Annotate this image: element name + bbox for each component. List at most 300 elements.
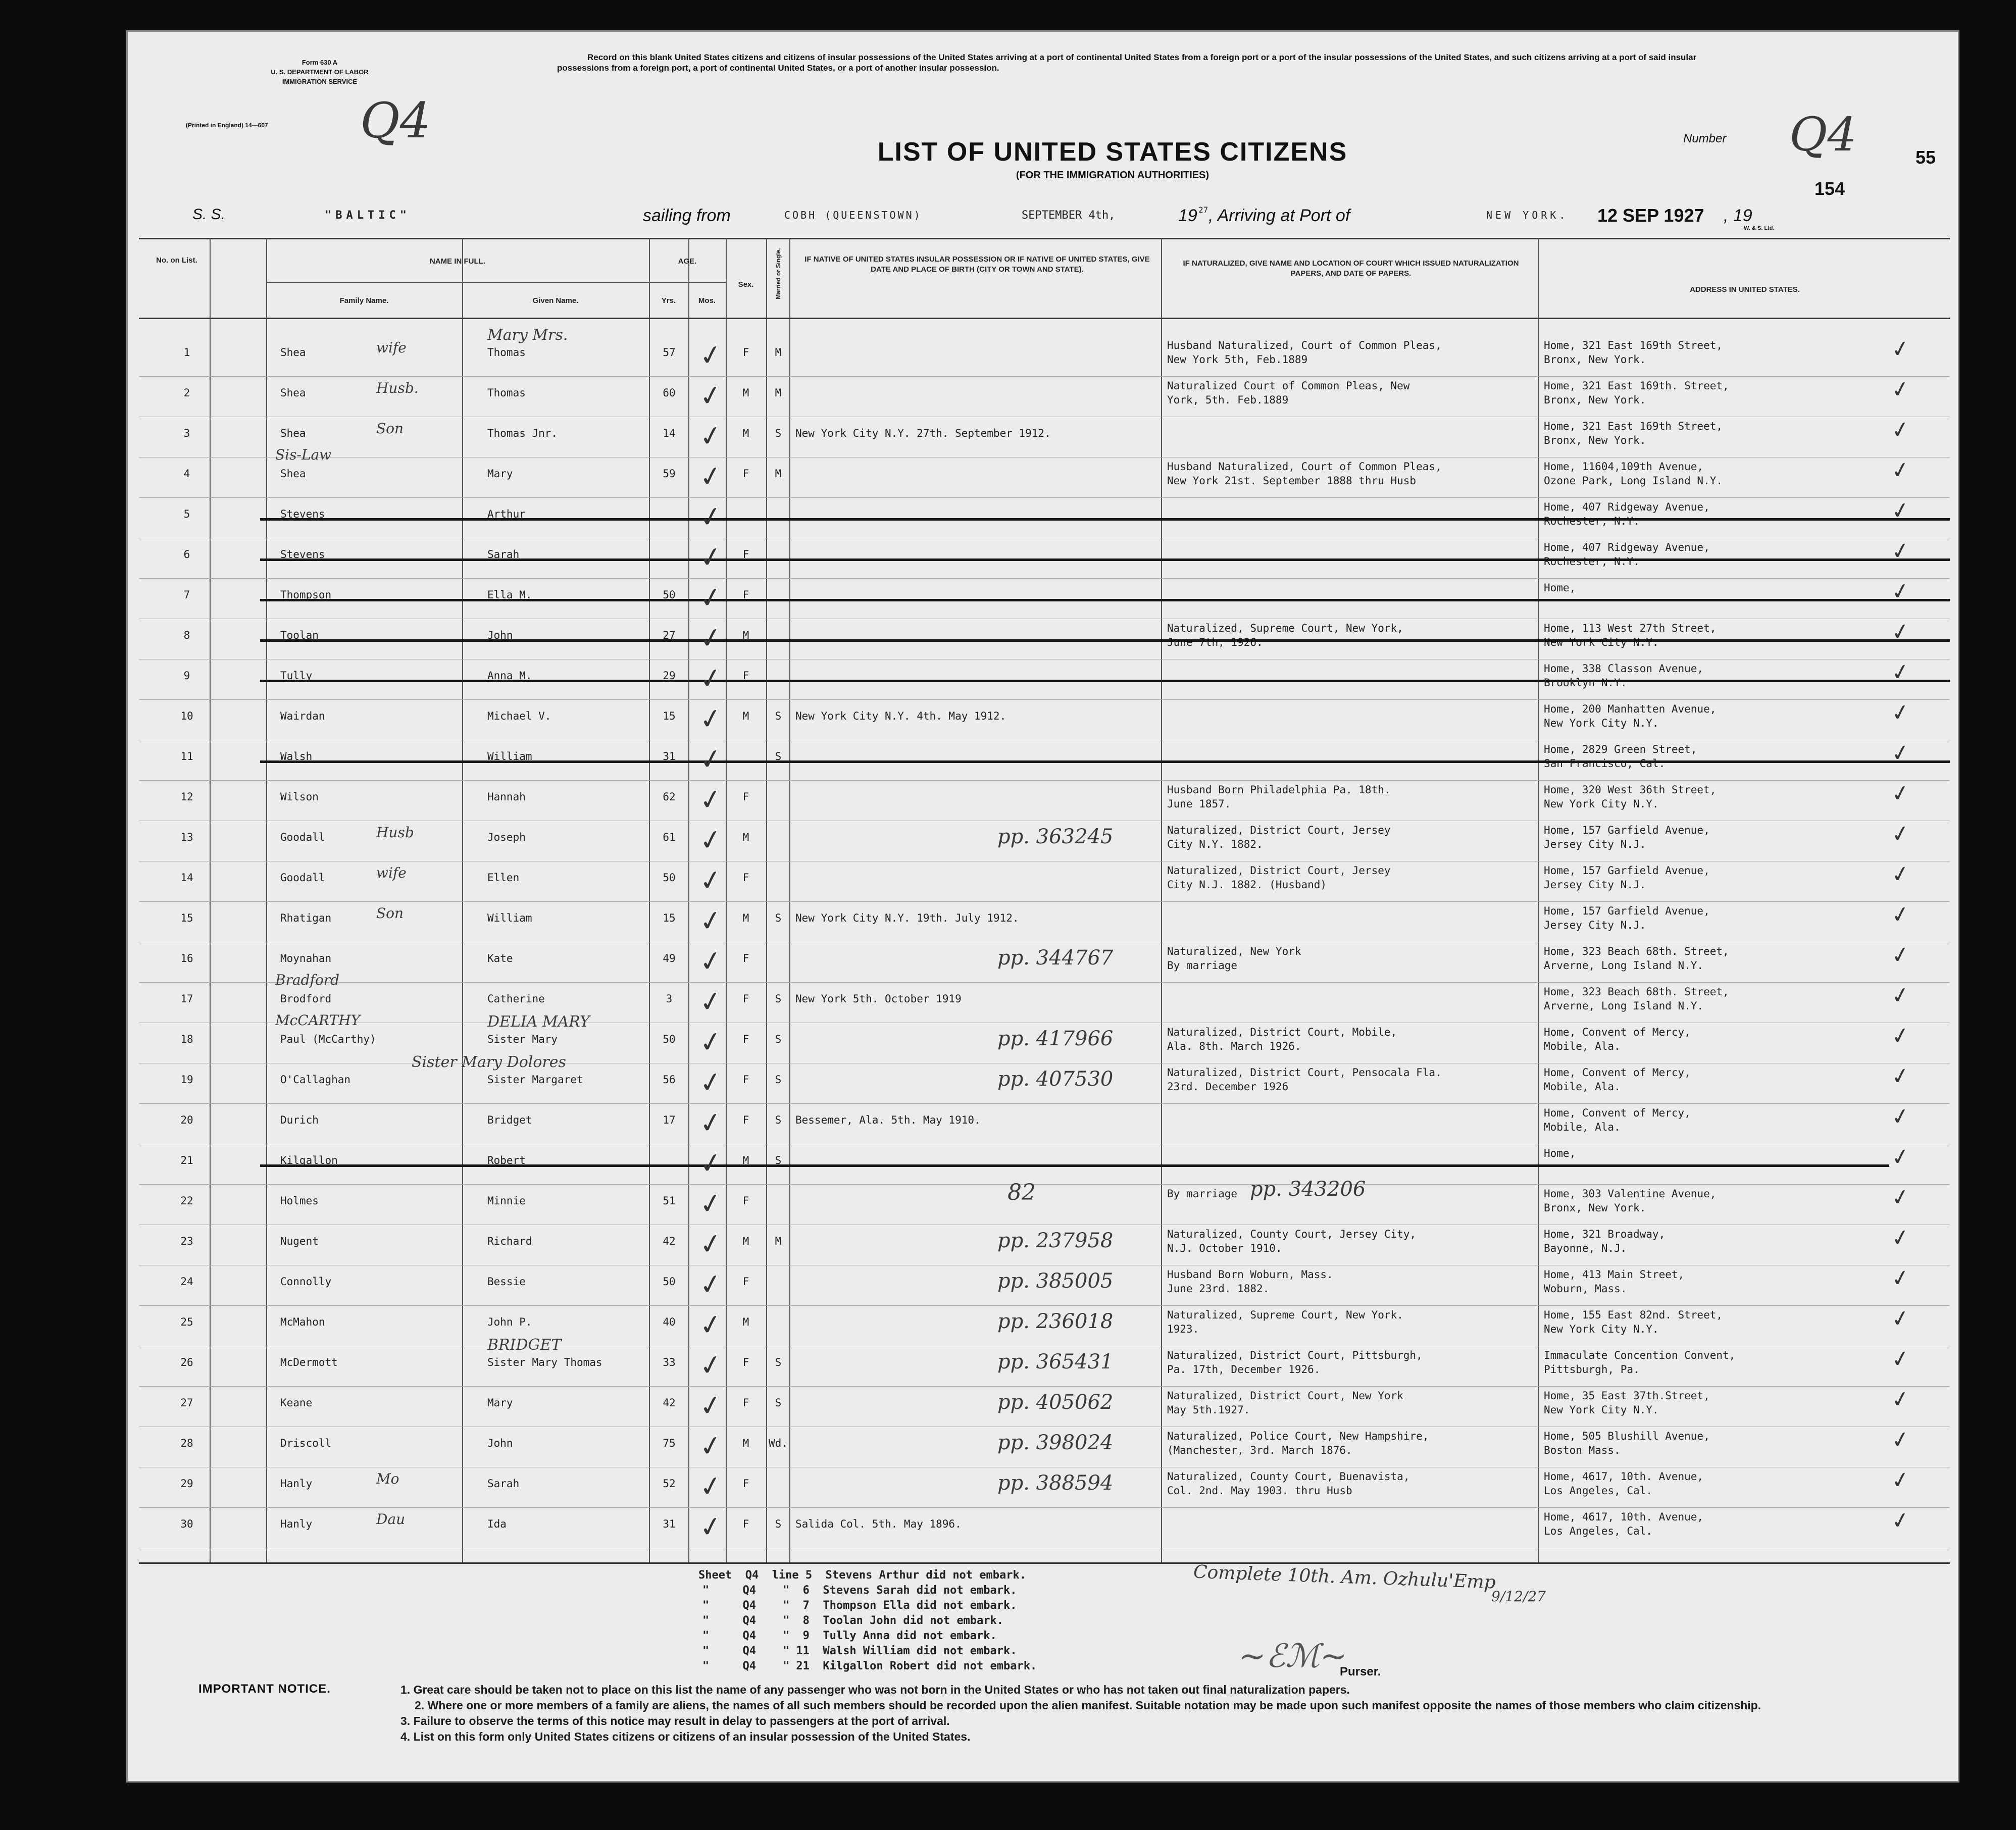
naturalization-line2: New York 5th, Feb.1889	[1167, 353, 1308, 366]
age-years: 61	[663, 831, 676, 843]
embark-note: " Q4 " 21 Kilgallon Robert did not embark.	[702, 1660, 1037, 1672]
table-row	[139, 1185, 1950, 1225]
sex: F	[742, 1276, 749, 1288]
given-name: Anna M.	[487, 670, 532, 682]
naturalization-line2: June 7th, 1926.	[1167, 636, 1263, 648]
family-name: Brodford	[280, 993, 332, 1005]
family-name: Paul (McCarthy)	[280, 1033, 376, 1045]
naturalization-line2: York, 5th. Feb.1889	[1167, 394, 1289, 406]
naturalization-line2: City N.J. 1882. (Husband)	[1167, 879, 1327, 891]
embark-note: " Q4 " 7 Thompson Ella did not embark.	[702, 1599, 1017, 1612]
checkmark-icon: ✓	[1889, 456, 1912, 485]
strike-through	[260, 760, 1950, 763]
given-name: Sister Margaret	[487, 1074, 583, 1086]
checkmark-icon: ✓	[1889, 1224, 1912, 1252]
checkmark-icon: ✓	[1889, 375, 1912, 404]
sex: M	[742, 1316, 749, 1328]
table-row	[139, 1144, 1950, 1185]
naturalization-line2: Ala. 8th. March 1926.	[1167, 1040, 1301, 1052]
address-line1: Home,	[1544, 1147, 1576, 1159]
table-row	[139, 972, 1950, 1023]
naturalization-line1: Naturalized, County Court, Jersey City,	[1167, 1228, 1417, 1240]
checkmark-icon: ✓	[1889, 537, 1912, 566]
checkmark-icon: ✓	[696, 499, 725, 535]
naturalization-line1: By marriage	[1167, 1188, 1238, 1200]
page-number: 154	[1815, 178, 1845, 199]
address-line2: Pittsburgh, Pa.	[1544, 1363, 1640, 1376]
passport-number: pp. 385005	[997, 1269, 1114, 1293]
embark-notes	[698, 1568, 1037, 1674]
col-birth: IF NATIVE OF UNITED STATES INSULAR POSSESSION OR IF NATIVE OF UNITED STATES, GIVE DATE AND PLACE OF BIRTH (CITY OR TOWN AND STATE).	[804, 255, 1150, 274]
naturalization-line2: By marriage	[1167, 959, 1238, 972]
checkmark-icon: ✓	[1889, 860, 1912, 889]
address-line1: Home, 338 Classon Avenue,	[1544, 663, 1704, 675]
age-years: 15	[663, 912, 676, 924]
col-sex: Sex.	[738, 280, 754, 289]
notice-item: 4. List on this form only United States citizens or citizens of an insular possession of the United States.	[400, 1730, 971, 1743]
address-line2: Rochester, N.Y.	[1544, 555, 1640, 568]
address-line2: Arverne, Long Island N.Y.	[1544, 1000, 1704, 1012]
relation-note: Sis-Law	[275, 446, 332, 463]
col-given-name: Given Name.	[532, 296, 579, 305]
relation-note: Husb.	[376, 380, 419, 396]
passport-number: pp. 405062	[997, 1391, 1114, 1414]
naturalization-line2: N.J. October 1910.	[1167, 1242, 1282, 1254]
family-name: Shea	[280, 346, 306, 359]
row-number: 16	[180, 952, 193, 964]
number-value: Q4	[1789, 108, 1857, 162]
checkmark-icon: ✓	[1889, 981, 1912, 1010]
marital-status: S	[775, 1154, 782, 1166]
marital-status: M	[775, 346, 782, 359]
table-row	[139, 1104, 1950, 1144]
given-name: Minnie	[487, 1195, 526, 1207]
address-line2: Bronx, New York.	[1544, 394, 1646, 406]
address-line2: Los Angeles, Cal.	[1544, 1485, 1652, 1497]
passport-number: pp. 417966	[997, 1027, 1114, 1050]
checkmark-icon: ✓	[696, 1105, 725, 1141]
age-years: 50	[663, 1033, 676, 1045]
table-row	[139, 579, 1950, 619]
checkmark-icon: ✓	[1889, 1143, 1912, 1172]
row-number: 2	[183, 387, 190, 399]
relation-note: Mo	[376, 1470, 399, 1487]
col-mos: Mos.	[698, 296, 716, 305]
passport-number: pp. 343206	[1250, 1178, 1366, 1201]
sex: M	[742, 1437, 749, 1449]
marital-status: S	[775, 1397, 782, 1409]
printer-mark: W. & S. Ltd.	[1744, 225, 1775, 231]
page-subtitle: (FOR THE IMMIGRATION AUTHORITIES)	[1016, 170, 1209, 181]
address-line2: Bronx, New York.	[1544, 434, 1646, 446]
row-number: 25	[180, 1316, 193, 1328]
age-years: 50	[663, 589, 676, 601]
checkmark-icon: ✓	[696, 418, 725, 454]
given-name: Ella M.	[487, 589, 532, 601]
year-value: 27	[1198, 205, 1208, 215]
naturalization-line2: Col. 2nd. May 1903. thru Husb	[1167, 1485, 1352, 1497]
family-name: Keane	[280, 1397, 313, 1409]
sex: F	[742, 1356, 749, 1368]
address-line1: Home, 200 Manhatten Avenue,	[1544, 703, 1717, 715]
row-number: 8	[183, 629, 190, 641]
row-number: 28	[180, 1437, 193, 1449]
given-name: Bessie	[487, 1276, 526, 1288]
row-number: 3	[183, 427, 190, 439]
marital-status: S	[775, 1518, 782, 1530]
table-row	[139, 326, 1950, 377]
given-name: Joseph	[487, 831, 526, 843]
arriving-label: , Arriving at Port of	[1208, 206, 1350, 225]
naturalization-line1: Naturalized, District Court, New York	[1167, 1390, 1403, 1402]
given-name: Robert	[487, 1154, 526, 1166]
passport-number: pp. 407530	[997, 1068, 1114, 1091]
address-line2: Jersey City N.J.	[1544, 919, 1646, 931]
col-married-single: Married or Single.	[774, 248, 782, 299]
age-years: 56	[663, 1074, 676, 1086]
address-line1: Home, 11604,109th Avenue,	[1544, 461, 1704, 473]
naturalization-line1: Naturalized, District Court, Pittsburgh,	[1167, 1349, 1423, 1361]
age-years: 17	[663, 1114, 676, 1126]
strike-through	[260, 599, 1950, 601]
checkmark-icon: ✓	[1889, 335, 1912, 364]
naturalization-line1: Naturalized, County Court, Buenavista,	[1167, 1470, 1410, 1483]
birth-info: Salida Col. 5th. May 1896.	[795, 1518, 962, 1530]
table-row	[139, 446, 1950, 498]
checkmark-icon: ✓	[1889, 739, 1912, 768]
sex: F	[742, 589, 749, 601]
row-number: 13	[180, 831, 193, 843]
family-name: Hanly	[280, 1478, 313, 1490]
family-name: Wilson	[280, 791, 319, 803]
page-title: LIST OF UNITED STATES CITIZENS	[877, 137, 1348, 167]
checkmark-icon: ✓	[696, 1388, 725, 1424]
passport-number: pp. 237958	[997, 1229, 1114, 1252]
address-line2: Arverne, Long Island N.Y.	[1544, 959, 1704, 972]
age-years: 62	[663, 791, 676, 803]
given-name-handwritten: BRIDGET	[487, 1336, 562, 1354]
given-name: John	[487, 1437, 513, 1449]
sex: M	[742, 710, 749, 722]
strike-through	[260, 1164, 1889, 1167]
row-number: 23	[180, 1235, 193, 1247]
checkmark-icon: ✓	[1889, 618, 1912, 646]
address-line1: Home, 320 West 36th Street,	[1544, 784, 1717, 796]
checkmark-icon: ✓	[1889, 820, 1912, 848]
naturalization-line1: Naturalized, New York	[1167, 945, 1301, 957]
address-line1: Home, 321 East 169th. Street,	[1544, 380, 1729, 392]
notice-item: 3. Failure to observe the terms of this notice may result in delay to passengers at the port of arrival.	[400, 1714, 950, 1727]
checkmark-icon: ✓	[696, 539, 725, 575]
passport-number: pp. 363245	[997, 825, 1114, 848]
naturalization-line1: Naturalized, Police Court, New Hampshire,	[1167, 1430, 1429, 1442]
checkmark-icon: ✓	[696, 984, 725, 1020]
margin-number: 82	[1007, 1180, 1036, 1205]
row-number: 5	[183, 508, 190, 520]
checkmark-icon: ✓	[696, 1347, 725, 1383]
address-line1: Home, 4617, 10th. Avenue,	[1544, 1511, 1704, 1523]
age-years: 31	[663, 1518, 676, 1530]
age-years: 29	[663, 670, 676, 682]
embark-note: " Q4 " 8 Toolan John did not embark.	[702, 1614, 1004, 1627]
family-name: Connolly	[280, 1276, 332, 1288]
arrival-port: NEW YORK.	[1486, 209, 1569, 221]
address-line1: Home, 505 Blushill Avenue,	[1544, 1430, 1710, 1442]
family-name: Nugent	[280, 1235, 319, 1247]
naturalization-line2: Pa. 17th, December 1926.	[1167, 1363, 1321, 1376]
table-row	[139, 659, 1950, 700]
binder-hole	[44, 1621, 62, 1638]
year-label: 19	[1178, 206, 1197, 225]
table-row	[139, 377, 1950, 417]
marital-status: Wd.	[769, 1437, 788, 1449]
purser-label: Purser.	[1340, 1665, 1381, 1679]
checkmark-icon: ✓	[696, 1064, 725, 1100]
notice-item: 2. Where one or more members of a family are aliens, the names of all such members should be recorded upon the alien manifest. Suitable notation may be made upon such manifest opposite the names of those members who claim citizenship.	[415, 1699, 1761, 1712]
checkmark-icon: ✓	[1889, 1385, 1912, 1414]
row-number: 29	[180, 1478, 193, 1490]
address-line1: Home, 113 West 27th Street,	[1544, 622, 1717, 634]
marital-status: S	[775, 710, 782, 722]
passport-number: pp. 388594	[997, 1471, 1114, 1495]
address-line2: New York City N.Y.	[1544, 1323, 1659, 1335]
row-number: 30	[180, 1518, 193, 1530]
given-name: Sarah	[487, 548, 520, 561]
birth-info: New York 5th. October 1919	[795, 993, 962, 1005]
number-label: Number	[1683, 132, 1727, 145]
marital-status: S	[775, 1114, 782, 1126]
checkmark-icon: ✓	[696, 620, 725, 656]
checkmark-icon: ✓	[696, 822, 725, 858]
table-row	[139, 498, 1950, 538]
table-row	[139, 781, 1950, 821]
checkmark-icon: ✓	[1889, 1304, 1912, 1333]
form-reference	[257, 58, 383, 87]
relation-note: Husb	[376, 824, 414, 841]
col-yrs: Yrs.	[661, 296, 676, 305]
family-name: Goodall	[280, 831, 325, 843]
checkmark-icon: ✓	[696, 701, 725, 737]
passport-number: pp. 236018	[997, 1310, 1114, 1333]
col-name-in-full: NAME IN FULL.	[430, 257, 485, 266]
family-name: Hanly	[280, 1518, 313, 1530]
passport-number: pp. 365431	[997, 1350, 1114, 1374]
sex: F	[742, 993, 749, 1005]
sex: M	[742, 831, 749, 843]
address-line1: Home, 407 Ridgeway Avenue,	[1544, 501, 1710, 513]
address-line1: Home, 321 East 169th Street,	[1544, 420, 1723, 432]
given-name: Ida	[487, 1518, 507, 1530]
sheet-mark-handwritten: Q4	[360, 92, 431, 149]
printed-note: (Printed in England) 14—607	[186, 122, 268, 129]
sex: M	[742, 629, 749, 641]
given-name: Sister Mary Thomas	[487, 1356, 602, 1368]
checkmark-icon: ✓	[696, 782, 725, 818]
address-line2: Los Angeles, Cal.	[1544, 1525, 1652, 1537]
row-number: 22	[180, 1195, 193, 1207]
marital-status: M	[775, 387, 782, 399]
naturalization-line2: New York 21st. September 1888 thru Husb	[1167, 475, 1417, 487]
address-line2: Jersey City N.J.	[1544, 838, 1646, 850]
birth-info: New York City N.Y. 19th. July 1912.	[795, 912, 1019, 924]
checkmark-icon: ✓	[696, 1145, 725, 1181]
sex: F	[742, 548, 749, 561]
address-line2: New York City N.Y.	[1544, 1404, 1659, 1416]
age-years: 57	[663, 346, 676, 359]
strike-through	[260, 518, 1950, 521]
given-name: Thomas Jnr.	[487, 427, 558, 439]
row-number: 11	[180, 750, 193, 762]
age-years: 51	[663, 1195, 676, 1207]
family-name: McDermott	[280, 1356, 338, 1368]
checkmark-icon: ✓	[1889, 1022, 1912, 1050]
family-name: Durich	[280, 1114, 319, 1126]
sex: F	[742, 791, 749, 803]
sex: F	[742, 1114, 749, 1126]
checkmark-icon: ✓	[1889, 1506, 1912, 1535]
age-years: 49	[663, 952, 676, 964]
notice-heading: IMPORTANT NOTICE.	[198, 1682, 331, 1696]
naturalization-line1: Naturalized, District Court, Jersey	[1167, 824, 1391, 836]
given-name: John P.	[487, 1316, 532, 1328]
address-line2: Bronx, New York.	[1544, 353, 1646, 366]
row-number: 12	[180, 791, 193, 803]
address-line1: Home, 157 Garfield Avenue,	[1544, 865, 1710, 877]
checkmark-icon: ✓	[1889, 658, 1912, 687]
voyage-line	[128, 201, 1959, 231]
naturalization-line2: June 23rd. 1882.	[1167, 1283, 1270, 1295]
row-number: 26	[180, 1356, 193, 1368]
sex: F	[742, 468, 749, 480]
family-name: Walsh	[280, 750, 313, 762]
sex: F	[742, 1478, 749, 1490]
address-line2: Bayonne, N.J.	[1544, 1242, 1627, 1254]
checkmark-icon: ✓	[1889, 900, 1912, 929]
row-number: 4	[183, 468, 190, 480]
checkmark-icon: ✓	[696, 862, 725, 898]
address-line1: Immaculate Concention Convent,	[1544, 1349, 1736, 1361]
naturalization-line1: Naturalized, District Court, Pensocala Fla.	[1167, 1066, 1442, 1079]
embark-note: " Q4 " 9 Tully Anna did not embark.	[702, 1630, 997, 1642]
marital-status: S	[775, 1356, 782, 1368]
address-line1: Home, 155 East 82nd. Street,	[1544, 1309, 1723, 1321]
given-name: Thomas	[487, 346, 526, 359]
checkmark-icon: ✓	[1889, 1426, 1912, 1454]
address-line1: Home, 407 Ridgeway Avenue,	[1544, 541, 1710, 553]
col-no: No. on List.	[156, 256, 197, 265]
row-number: 18	[180, 1033, 193, 1045]
departure-date: SEPTEMBER 4th,	[1022, 209, 1116, 222]
passport-number: pp. 344767	[997, 946, 1114, 970]
given-name: Kate	[487, 952, 513, 964]
table-body	[139, 326, 1950, 1558]
given-name-handwritten: Sister Mary Dolores	[412, 1053, 566, 1071]
sex: F	[742, 1033, 749, 1045]
checkmark-icon: ✓	[1889, 416, 1912, 444]
marital-status: S	[775, 912, 782, 924]
age-years: 50	[663, 872, 676, 884]
address-line1: Home,	[1544, 582, 1576, 594]
row-number: 7	[183, 589, 190, 601]
naturalization-line1: Naturalized, Supreme Court, New York.	[1167, 1309, 1403, 1321]
naturalization-line1: Husband Born Woburn, Mass.	[1167, 1268, 1333, 1281]
given-name: Mary	[487, 1397, 513, 1409]
address-line1: Home, Convent of Mercy,	[1544, 1107, 1691, 1119]
given-name: Sarah	[487, 1478, 520, 1490]
age-years: 15	[663, 710, 676, 722]
age-years: 42	[663, 1235, 676, 1247]
embark-note: Sheet Q4 line 5 Stevens Arthur did not embark.	[698, 1569, 1027, 1582]
row-number: 14	[180, 872, 193, 884]
family-name: Shea	[280, 427, 306, 439]
col-address: ADDRESS IN UNITED STATES.	[1690, 285, 1800, 294]
table-row	[139, 861, 1950, 902]
table-row	[139, 538, 1950, 579]
sex: F	[742, 1397, 749, 1409]
age-years: 14	[663, 427, 676, 439]
relation-note: McCARTHY	[275, 1012, 361, 1029]
relation-note: Son	[376, 905, 404, 922]
departure-port: COBH (QUEENSTOWN)	[784, 209, 922, 221]
col-family-name: Family Name.	[339, 296, 389, 305]
given-name: Mary	[487, 468, 513, 480]
embark-note: " Q4 " 6 Stevens Sarah did not embark.	[702, 1584, 1017, 1597]
address-line2: Mobile, Ala.	[1544, 1121, 1621, 1133]
given-name: Arthur	[487, 508, 526, 520]
checkmark-icon: ✓	[696, 1307, 725, 1343]
sex: M	[742, 1235, 749, 1247]
naturalization-line1: Naturalized Court of Common Pleas, New	[1167, 380, 1410, 392]
family-name: Wairdan	[280, 710, 325, 722]
checkmark-icon: ✓	[1889, 577, 1912, 606]
checkmark-icon: ✓	[696, 1226, 725, 1262]
family-name: Shea	[280, 387, 306, 399]
marital-status: S	[775, 1074, 782, 1086]
ship-name: "BALTIC"	[325, 209, 411, 222]
address-line1: Home, 2829 Green Street,	[1544, 743, 1697, 755]
row-number: 9	[183, 670, 190, 682]
checkmark-icon: ✓	[1889, 1345, 1912, 1374]
sex: F	[742, 1195, 749, 1207]
checkmark-icon: ✓	[1889, 779, 1912, 808]
address-line2: Jersey City N.J.	[1544, 879, 1646, 891]
address-line1: Home, 321 Broadway,	[1544, 1228, 1666, 1240]
row-number: 6	[183, 548, 190, 561]
ss-label: S. S.	[192, 206, 226, 223]
age-years: 3	[666, 993, 673, 1005]
sex: M	[742, 427, 749, 439]
naturalization-line1: Naturalized, Supreme Court, New York,	[1167, 622, 1403, 634]
address-line1: Home, Convent of Mercy,	[1544, 1026, 1691, 1038]
binder-hole	[44, 803, 62, 820]
age-years: 33	[663, 1356, 676, 1368]
arrival-date-stamp: 12 SEP 1927	[1597, 205, 1704, 226]
checkmark-icon: ✓	[696, 1509, 725, 1545]
family-name: Rhatigan	[280, 912, 332, 924]
given-name: Catherine	[487, 993, 545, 1005]
address-line1: Home, 4617, 10th. Avenue,	[1544, 1470, 1704, 1483]
family-name: Driscoll	[280, 1437, 332, 1449]
marital-status: S	[775, 1033, 782, 1045]
given-name: William	[487, 750, 532, 762]
age-years: 59	[663, 468, 676, 480]
table-row	[139, 700, 1950, 740]
row-number: 17	[180, 993, 193, 1005]
address-line2: Ozone Park, Long Island N.Y.	[1544, 475, 1723, 487]
age-years: 31	[663, 750, 676, 762]
relation-note: wife	[376, 865, 407, 881]
address-line1: Home, Convent of Mercy,	[1544, 1066, 1691, 1079]
